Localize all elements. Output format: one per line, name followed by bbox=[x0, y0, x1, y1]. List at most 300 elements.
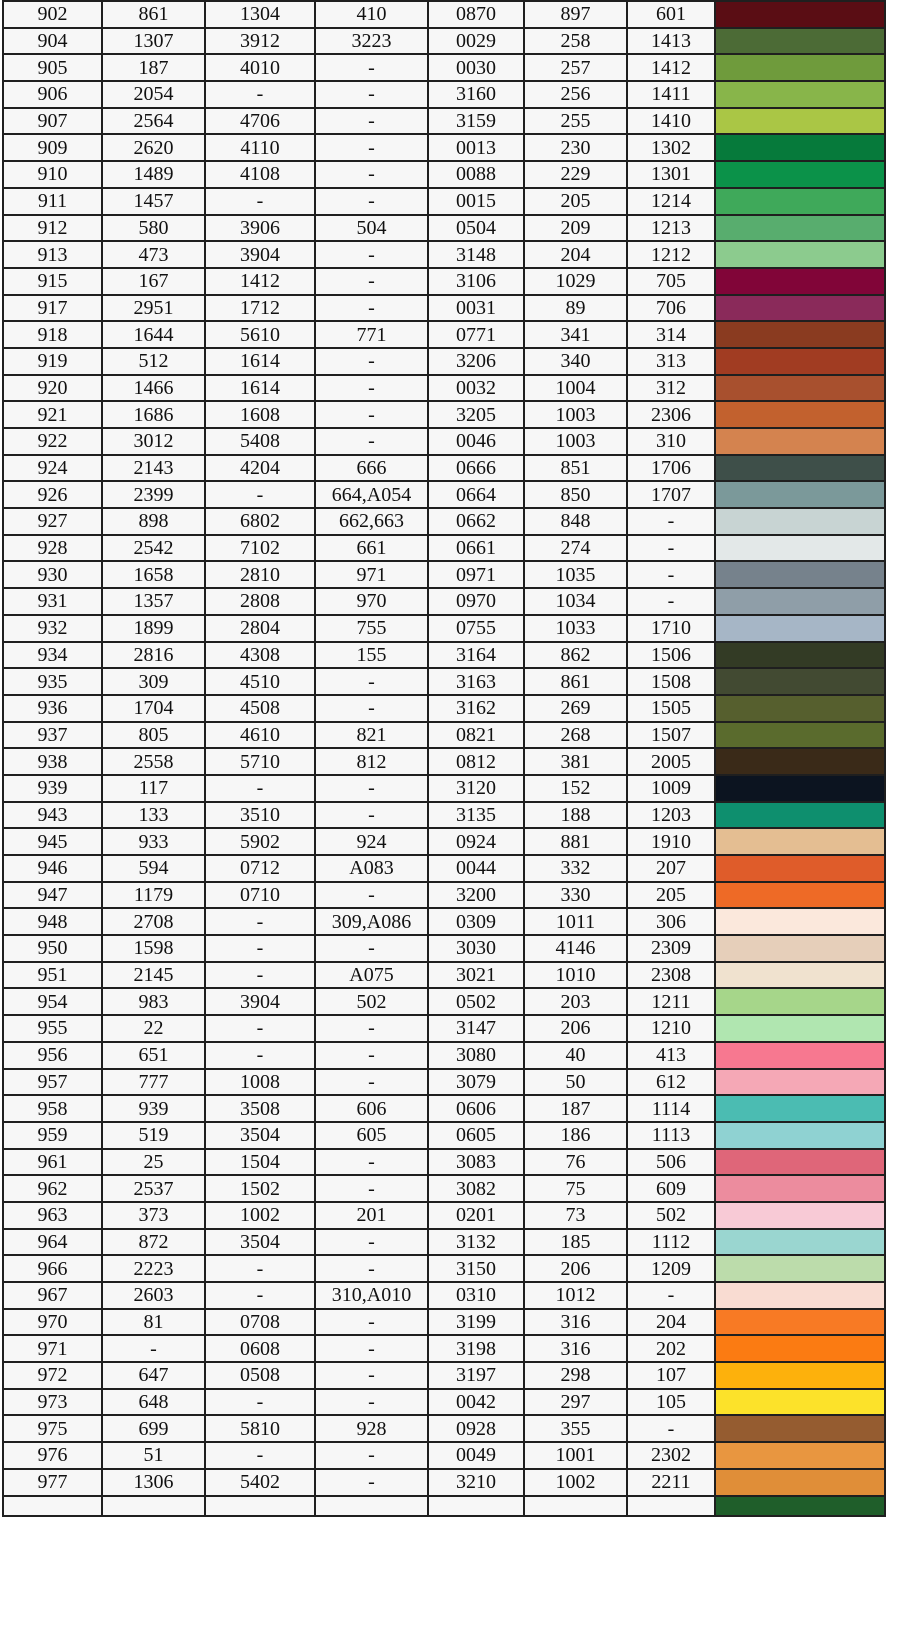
table-cell: 0664 bbox=[428, 481, 524, 508]
table-cell: 3210 bbox=[428, 1469, 524, 1496]
color-swatch-cell bbox=[715, 1442, 885, 1469]
table-cell: 1034 bbox=[524, 588, 627, 615]
table-row bbox=[3, 1095, 885, 1122]
table-cell: 0666 bbox=[428, 455, 524, 482]
color-swatch-cell bbox=[715, 1496, 885, 1516]
color-swatch bbox=[716, 1230, 884, 1255]
table-cell: 1614 bbox=[205, 348, 315, 375]
table-cell: 316 bbox=[524, 1309, 627, 1336]
table-row bbox=[3, 375, 885, 402]
table-row bbox=[3, 1309, 885, 1336]
table-row bbox=[3, 642, 885, 669]
table-row bbox=[3, 1389, 885, 1416]
table-cell: 931 bbox=[3, 588, 102, 615]
table-cell: 3906 bbox=[205, 215, 315, 242]
table-cell: 257 bbox=[524, 54, 627, 81]
table-cell: 945 bbox=[3, 828, 102, 855]
table-cell: - bbox=[315, 295, 428, 322]
color-swatch-cell bbox=[715, 1282, 885, 1309]
color-swatch-cell bbox=[715, 828, 885, 855]
table-cell bbox=[3, 1496, 102, 1516]
table-cell: 964 bbox=[3, 1229, 102, 1256]
table-cell: 2620 bbox=[102, 134, 205, 161]
table-row bbox=[3, 81, 885, 108]
table-cell: 983 bbox=[102, 988, 205, 1015]
table-row bbox=[3, 1282, 885, 1309]
color-swatch bbox=[716, 1070, 884, 1095]
table-cell: - bbox=[315, 54, 428, 81]
table-cell: 4308 bbox=[205, 642, 315, 669]
table-cell: 297 bbox=[524, 1389, 627, 1416]
table-cell: - bbox=[315, 1362, 428, 1389]
table-cell: 958 bbox=[3, 1095, 102, 1122]
color-swatch bbox=[716, 376, 884, 401]
color-swatch-cell bbox=[715, 962, 885, 989]
table-cell: 204 bbox=[627, 1309, 715, 1336]
table-cell: 185 bbox=[524, 1229, 627, 1256]
table-cell: 506 bbox=[627, 1149, 715, 1176]
table-cell: 0015 bbox=[428, 188, 524, 215]
table-cell: 0013 bbox=[428, 134, 524, 161]
table-cell: 1411 bbox=[627, 81, 715, 108]
table-cell: 313 bbox=[627, 348, 715, 375]
table-cell: - bbox=[315, 348, 428, 375]
table-cell: 706 bbox=[627, 295, 715, 322]
color-swatch bbox=[716, 723, 884, 748]
table-cell: 2564 bbox=[102, 108, 205, 135]
color-swatch bbox=[716, 536, 884, 561]
table-row bbox=[3, 695, 885, 722]
table-cell: 187 bbox=[102, 54, 205, 81]
table-cell: 699 bbox=[102, 1415, 205, 1442]
table-cell: 4706 bbox=[205, 108, 315, 135]
table-cell: 0504 bbox=[428, 215, 524, 242]
table-row bbox=[3, 1122, 885, 1149]
table-cell: 647 bbox=[102, 1362, 205, 1389]
table-cell: 0708 bbox=[205, 1309, 315, 1336]
table-cell: 946 bbox=[3, 855, 102, 882]
color-swatch-cell bbox=[715, 428, 885, 455]
table-cell: 1211 bbox=[627, 988, 715, 1015]
color-swatch-cell bbox=[715, 295, 885, 322]
table-cell: 3021 bbox=[428, 962, 524, 989]
table-cell bbox=[102, 1496, 205, 1516]
table-row bbox=[3, 988, 885, 1015]
table-cell: 0310 bbox=[428, 1282, 524, 1309]
table-cell: 229 bbox=[524, 161, 627, 188]
table-cell: 1504 bbox=[205, 1149, 315, 1176]
table-cell: - bbox=[315, 241, 428, 268]
table-cell: 1001 bbox=[524, 1442, 627, 1469]
table-cell: 5710 bbox=[205, 748, 315, 775]
table-cell: 976 bbox=[3, 1442, 102, 1469]
table-cell: 473 bbox=[102, 241, 205, 268]
table-cell: 255 bbox=[524, 108, 627, 135]
color-swatch-cell bbox=[715, 561, 885, 588]
table-cell: 936 bbox=[3, 695, 102, 722]
table-cell: 1008 bbox=[205, 1069, 315, 1096]
color-swatch-cell bbox=[715, 882, 885, 909]
table-cell: 1502 bbox=[205, 1175, 315, 1202]
table-cell: 3206 bbox=[428, 348, 524, 375]
table-cell: 373 bbox=[102, 1202, 205, 1229]
table-row bbox=[3, 1255, 885, 1282]
table-cell: 5610 bbox=[205, 321, 315, 348]
table-cell: 4610 bbox=[205, 722, 315, 749]
color-swatch bbox=[716, 109, 884, 134]
table-cell: 167 bbox=[102, 268, 205, 295]
table-cell: 3132 bbox=[428, 1229, 524, 1256]
table-cell: 919 bbox=[3, 348, 102, 375]
table-cell: 204 bbox=[524, 241, 627, 268]
color-swatch-cell bbox=[715, 81, 885, 108]
color-swatch-cell bbox=[715, 455, 885, 482]
table-cell: 1506 bbox=[627, 642, 715, 669]
table-cell: 256 bbox=[524, 81, 627, 108]
table-cell: 3159 bbox=[428, 108, 524, 135]
table-cell: 519 bbox=[102, 1122, 205, 1149]
table-cell: - bbox=[315, 1309, 428, 1336]
table-cell: 1466 bbox=[102, 375, 205, 402]
table-cell: - bbox=[315, 1255, 428, 1282]
table-cell: 1203 bbox=[627, 802, 715, 829]
table-row bbox=[3, 935, 885, 962]
table-cell: 904 bbox=[3, 28, 102, 55]
table-cell: 935 bbox=[3, 668, 102, 695]
table-row bbox=[3, 1229, 885, 1256]
table-cell: 0928 bbox=[428, 1415, 524, 1442]
table-cell: 1704 bbox=[102, 695, 205, 722]
table-cell: 971 bbox=[3, 1335, 102, 1362]
color-swatch bbox=[716, 216, 884, 241]
table-cell bbox=[205, 1496, 315, 1516]
table-cell: 0606 bbox=[428, 1095, 524, 1122]
table-cell: 922 bbox=[3, 428, 102, 455]
table-cell: 4110 bbox=[205, 134, 315, 161]
table-cell: 203 bbox=[524, 988, 627, 1015]
table-cell: 2143 bbox=[102, 455, 205, 482]
color-swatch bbox=[716, 696, 884, 721]
color-swatch bbox=[716, 883, 884, 908]
color-swatch bbox=[716, 1176, 884, 1201]
table-cell: 927 bbox=[3, 508, 102, 535]
table-cell: 306 bbox=[627, 908, 715, 935]
table-row bbox=[3, 855, 885, 882]
table-row bbox=[3, 1202, 885, 1229]
table-cell: 1113 bbox=[627, 1122, 715, 1149]
table-cell: - bbox=[315, 375, 428, 402]
table-cell: 932 bbox=[3, 615, 102, 642]
table-cell: 1710 bbox=[627, 615, 715, 642]
table-cell: 2309 bbox=[627, 935, 715, 962]
table-cell: 1011 bbox=[524, 908, 627, 935]
table-cell: 3199 bbox=[428, 1309, 524, 1336]
table-cell: 0755 bbox=[428, 615, 524, 642]
color-swatch-cell bbox=[715, 1149, 885, 1176]
color-swatch-cell bbox=[715, 1389, 885, 1416]
color-swatch bbox=[716, 55, 884, 80]
table-cell: 50 bbox=[524, 1069, 627, 1096]
table-cell: 967 bbox=[3, 1282, 102, 1309]
table-cell: 601 bbox=[627, 1, 715, 28]
table-cell: 970 bbox=[3, 1309, 102, 1336]
table-cell: 913 bbox=[3, 241, 102, 268]
table-cell: 4146 bbox=[524, 935, 627, 962]
table-cell: 933 bbox=[102, 828, 205, 855]
table-cell: 310,A010 bbox=[315, 1282, 428, 1309]
table-cell: 201 bbox=[315, 1202, 428, 1229]
table-row bbox=[3, 748, 885, 775]
table-cell: 606 bbox=[315, 1095, 428, 1122]
table-row bbox=[3, 1175, 885, 1202]
color-swatch-cell bbox=[715, 134, 885, 161]
table-row bbox=[3, 668, 885, 695]
table-cell: - bbox=[205, 188, 315, 215]
table-row bbox=[3, 1415, 885, 1442]
table-cell: 3200 bbox=[428, 882, 524, 909]
table-cell: 951 bbox=[3, 962, 102, 989]
table-cell: 898 bbox=[102, 508, 205, 535]
table-cell: 5902 bbox=[205, 828, 315, 855]
table-cell: 0042 bbox=[428, 1389, 524, 1416]
table-cell: - bbox=[627, 561, 715, 588]
table-cell: 1410 bbox=[627, 108, 715, 135]
table-cell: 0662 bbox=[428, 508, 524, 535]
table-cell: 939 bbox=[3, 775, 102, 802]
color-swatch-cell bbox=[715, 401, 885, 428]
table-cell: 947 bbox=[3, 882, 102, 909]
table-row bbox=[3, 1042, 885, 1069]
table-row bbox=[3, 908, 885, 935]
table-cell: 4010 bbox=[205, 54, 315, 81]
table-cell: - bbox=[315, 1389, 428, 1416]
table-cell: 1507 bbox=[627, 722, 715, 749]
table-cell: 915 bbox=[3, 268, 102, 295]
table-cell: 0661 bbox=[428, 535, 524, 562]
table-cell: 205 bbox=[627, 882, 715, 909]
table-cell: 3106 bbox=[428, 268, 524, 295]
table-cell: 1212 bbox=[627, 241, 715, 268]
table-cell: - bbox=[315, 1442, 428, 1469]
table-cell: 1304 bbox=[205, 1, 315, 28]
table-cell: 0088 bbox=[428, 161, 524, 188]
table-cell: 955 bbox=[3, 1015, 102, 1042]
table-row bbox=[3, 615, 885, 642]
table-cell: 2223 bbox=[102, 1255, 205, 1282]
color-swatch bbox=[716, 643, 884, 668]
color-swatch-cell bbox=[715, 1335, 885, 1362]
table-cell: 924 bbox=[3, 455, 102, 482]
color-swatch-cell bbox=[715, 54, 885, 81]
table-cell: 312 bbox=[627, 375, 715, 402]
table-cell: 1413 bbox=[627, 28, 715, 55]
table-cell: 133 bbox=[102, 802, 205, 829]
table-cell: 1009 bbox=[627, 775, 715, 802]
table-cell: 2302 bbox=[627, 1442, 715, 1469]
table-cell: 310 bbox=[627, 428, 715, 455]
table-cell: 937 bbox=[3, 722, 102, 749]
table-cell: 206 bbox=[524, 1255, 627, 1282]
table-cell: 812 bbox=[315, 748, 428, 775]
table-cell: 381 bbox=[524, 748, 627, 775]
table-cell: - bbox=[315, 161, 428, 188]
table-cell: - bbox=[315, 775, 428, 802]
table-cell: 962 bbox=[3, 1175, 102, 1202]
table-cell: 917 bbox=[3, 295, 102, 322]
table-cell: 605 bbox=[315, 1122, 428, 1149]
color-swatch-cell bbox=[715, 722, 885, 749]
color-swatch bbox=[716, 562, 884, 587]
table-cell: 207 bbox=[627, 855, 715, 882]
table-cell: - bbox=[315, 401, 428, 428]
table-cell: 0971 bbox=[428, 561, 524, 588]
table-cell: 4108 bbox=[205, 161, 315, 188]
color-swatch-cell bbox=[715, 1069, 885, 1096]
color-swatch-cell bbox=[715, 588, 885, 615]
table-cell: 0712 bbox=[205, 855, 315, 882]
table-cell: 3510 bbox=[205, 802, 315, 829]
table-cell: 0044 bbox=[428, 855, 524, 882]
table-cell: 0309 bbox=[428, 908, 524, 935]
table-cell: - bbox=[315, 268, 428, 295]
table-row bbox=[3, 1015, 885, 1042]
table-cell: 924 bbox=[315, 828, 428, 855]
table-cell: 966 bbox=[3, 1255, 102, 1282]
table-cell: 897 bbox=[524, 1, 627, 28]
table-row bbox=[3, 321, 885, 348]
color-swatch-cell bbox=[715, 321, 885, 348]
table-cell: 1010 bbox=[524, 962, 627, 989]
table-cell: 850 bbox=[524, 481, 627, 508]
table-cell: 1003 bbox=[524, 428, 627, 455]
color-swatch bbox=[716, 776, 884, 801]
table-cell: 25 bbox=[102, 1149, 205, 1176]
color-swatch-cell bbox=[715, 988, 885, 1015]
table-cell: 0924 bbox=[428, 828, 524, 855]
table-cell: 2306 bbox=[627, 401, 715, 428]
table-cell: A075 bbox=[315, 962, 428, 989]
table-cell: 1910 bbox=[627, 828, 715, 855]
table-cell: - bbox=[315, 802, 428, 829]
color-swatch-cell bbox=[715, 1309, 885, 1336]
table-cell: 912 bbox=[3, 215, 102, 242]
table-row bbox=[3, 1335, 885, 1362]
table-cell: 3147 bbox=[428, 1015, 524, 1042]
color-swatch-cell bbox=[715, 1175, 885, 1202]
table-cell: 2816 bbox=[102, 642, 205, 669]
table-cell: 594 bbox=[102, 855, 205, 882]
table-cell: 410 bbox=[315, 1, 428, 28]
color-swatch bbox=[716, 82, 884, 107]
table-cell: 861 bbox=[524, 668, 627, 695]
table-cell: 1508 bbox=[627, 668, 715, 695]
color-swatch bbox=[716, 1256, 884, 1281]
color-swatch bbox=[716, 29, 884, 54]
table-cell: 920 bbox=[3, 375, 102, 402]
table-cell: 3508 bbox=[205, 1095, 315, 1122]
color-swatch-cell bbox=[715, 268, 885, 295]
table-cell: 2537 bbox=[102, 1175, 205, 1202]
color-swatch-cell bbox=[715, 1095, 885, 1122]
table-cell: 504 bbox=[315, 215, 428, 242]
table-cell: 977 bbox=[3, 1469, 102, 1496]
table-cell: 910 bbox=[3, 161, 102, 188]
table-cell: 1033 bbox=[524, 615, 627, 642]
color-swatch bbox=[716, 1363, 884, 1388]
table-cell: 1003 bbox=[524, 401, 627, 428]
table-cell: 2308 bbox=[627, 962, 715, 989]
table-cell: 3198 bbox=[428, 1335, 524, 1362]
table-cell: 3223 bbox=[315, 28, 428, 55]
table-cell bbox=[524, 1496, 627, 1516]
color-swatch-cell bbox=[715, 348, 885, 375]
color-swatch-cell bbox=[715, 1415, 885, 1442]
table-cell: 902 bbox=[3, 1, 102, 28]
color-swatch bbox=[716, 402, 884, 427]
table-cell: 269 bbox=[524, 695, 627, 722]
color-swatch bbox=[716, 456, 884, 481]
table-cell: 911 bbox=[3, 188, 102, 215]
table-row bbox=[3, 295, 885, 322]
table-cell: 1489 bbox=[102, 161, 205, 188]
color-swatch bbox=[716, 1497, 884, 1515]
table-cell: 206 bbox=[524, 1015, 627, 1042]
table-cell: 963 bbox=[3, 1202, 102, 1229]
table-cell: 939 bbox=[102, 1095, 205, 1122]
color-swatch bbox=[716, 242, 884, 267]
color-swatch-cell bbox=[715, 28, 885, 55]
table-cell: 0771 bbox=[428, 321, 524, 348]
color-swatch-cell bbox=[715, 1042, 885, 1069]
table-cell bbox=[428, 1496, 524, 1516]
table-cell: 0812 bbox=[428, 748, 524, 775]
table-cell: 970 bbox=[315, 588, 428, 615]
table-cell: - bbox=[315, 695, 428, 722]
table-cell: 1179 bbox=[102, 882, 205, 909]
table-cell: 40 bbox=[524, 1042, 627, 1069]
color-swatch-cell bbox=[715, 241, 885, 268]
table-row bbox=[3, 828, 885, 855]
table-cell: - bbox=[627, 535, 715, 562]
table-cell: 0032 bbox=[428, 375, 524, 402]
color-swatch bbox=[716, 856, 884, 881]
table-cell: 3904 bbox=[205, 988, 315, 1015]
table-cell: - bbox=[315, 1175, 428, 1202]
table-cell: 1002 bbox=[205, 1202, 315, 1229]
table-cell: 921 bbox=[3, 401, 102, 428]
table-row bbox=[3, 508, 885, 535]
table-row bbox=[3, 1149, 885, 1176]
table-cell: 2558 bbox=[102, 748, 205, 775]
table-cell: 51 bbox=[102, 1442, 205, 1469]
table-cell: 948 bbox=[3, 908, 102, 935]
table-cell: 907 bbox=[3, 108, 102, 135]
table-cell: 186 bbox=[524, 1122, 627, 1149]
table-cell: 1210 bbox=[627, 1015, 715, 1042]
table-cell: 0710 bbox=[205, 882, 315, 909]
table-cell: - bbox=[205, 962, 315, 989]
table-cell: 2804 bbox=[205, 615, 315, 642]
table-row bbox=[3, 54, 885, 81]
table-cell: 972 bbox=[3, 1362, 102, 1389]
color-swatch-cell bbox=[715, 642, 885, 669]
color-swatch-cell bbox=[715, 775, 885, 802]
table-cell: 0030 bbox=[428, 54, 524, 81]
color-swatch-cell bbox=[715, 615, 885, 642]
table-cell: 3912 bbox=[205, 28, 315, 55]
color-swatch bbox=[716, 1470, 884, 1495]
table-cell: 1899 bbox=[102, 615, 205, 642]
